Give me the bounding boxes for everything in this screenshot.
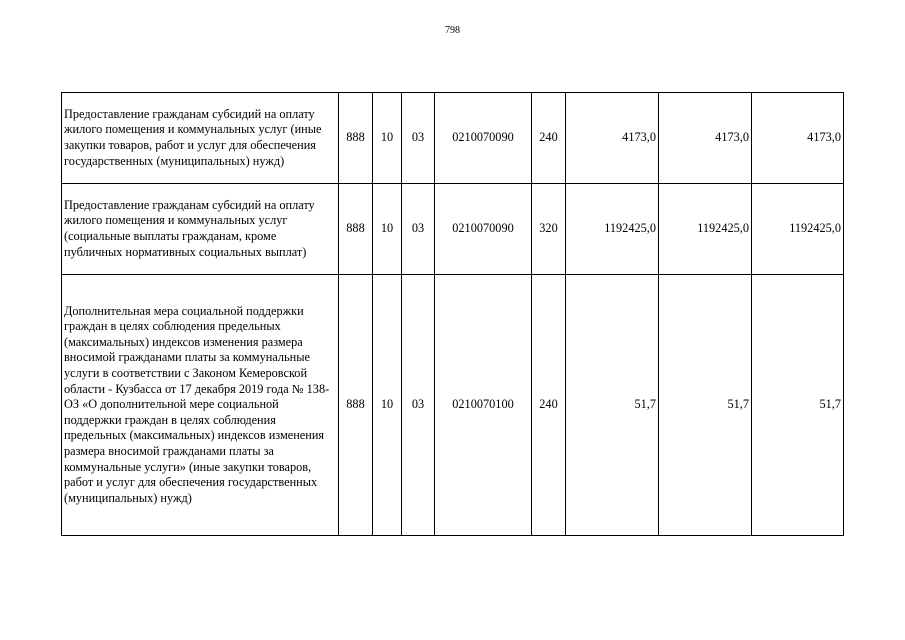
amount-2-cell: 51,7 [659,275,752,536]
section-code-cell: 10 [373,93,402,184]
table-row [62,275,844,536]
amount-2-cell: 1192425,0 [659,184,752,275]
budget-table [61,92,844,536]
table-row [62,93,844,184]
amount-1-cell: 1192425,0 [566,184,659,275]
department-code-cell: 888 [339,184,373,275]
subsection-code-cell: 03 [402,93,435,184]
amount-2-cell: 4173,0 [659,93,752,184]
row-name-cell: Дополнительная мера социальной поддержки граждан в целях соблюдения предельных (максимальных) индексов изменения размера вносимой гражданами платы за коммунальные услуги в соответствии с Законом Кемеровской области - Кузбасса от 17 декабря 2019 года № 138-ОЗ «О дополнительной мере социальной поддержки граждан в целях соблюдения предельных (максимальных) индексов изменения размера вносимой гражданами платы за коммунальные услуги» (иные закупки товаров, работ и услуг для обеспечения государственных (муниципальных) нужд) [62,275,339,536]
row-name-cell: Предоставление гражданам субсидий на оплату жилого помещения и коммунальных услуг (социальные выплаты гражданам, кроме публичных нормативных социальных выплат) [62,184,339,275]
department-code-cell: 888 [339,275,373,536]
section-code-cell: 10 [373,275,402,536]
page-number: 798 [445,25,460,36]
expense-type-cell: 240 [532,275,566,536]
amount-3-cell: 4173,0 [752,93,844,184]
amount-1-cell: 4173,0 [566,93,659,184]
subsection-code-cell: 03 [402,275,435,536]
amount-3-cell: 51,7 [752,275,844,536]
subsection-code-cell: 03 [402,184,435,275]
target-article-cell: 0210070090 [435,184,532,275]
department-code-cell: 888 [339,93,373,184]
expense-type-cell: 320 [532,184,566,275]
row-name-cell: Предоставление гражданам субсидий на оплату жилого помещения и коммунальных услуг (иные закупки товаров, работ и услуг для обеспечения государственных (муниципальных) нужд) [62,93,339,184]
amount-1-cell: 51,7 [566,275,659,536]
target-article-cell: 0210070100 [435,275,532,536]
expense-type-cell: 240 [532,93,566,184]
table-row [62,184,844,275]
target-article-cell: 0210070090 [435,93,532,184]
amount-3-cell: 1192425,0 [752,184,844,275]
section-code-cell: 10 [373,184,402,275]
